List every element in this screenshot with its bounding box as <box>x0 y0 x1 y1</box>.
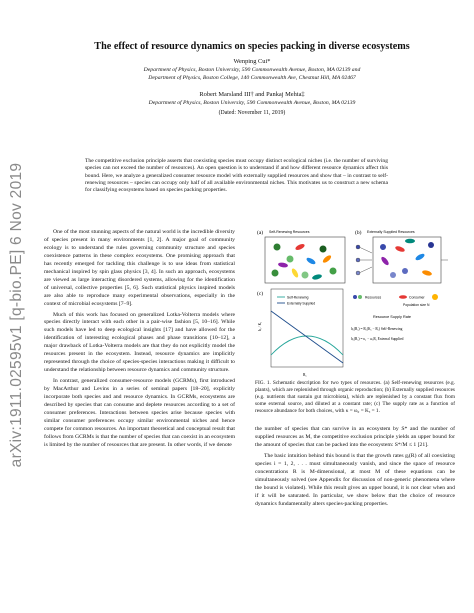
left-column <box>44 229 235 450</box>
eq-external-supplied: hₐ(Rₐ) = κₐ − ωₐRₐ External Supplied <box>351 337 404 341</box>
panel-b-label: (b) <box>355 230 362 236</box>
arxiv-sidebar-stamp: arXiv:1911.02595v1 [q-bio.PE] 6 Nov 2019 <box>8 162 25 468</box>
right-column <box>255 426 455 509</box>
affiliation-1b: Department of Physics, Boston College, 140 Commonwealth Ave, Chestnut Hill, MA 02467 <box>148 75 356 81</box>
panel-a-label: (a) <box>257 230 264 236</box>
panel-c-plot <box>258 289 343 377</box>
abstract: The competitive exclusion principle asserts that coexisting species must occupy distinct ecological niches (i.e. the number of surviving species can not exceed the number of resources). An open question is to understand if and how different resource dynamics affect this bound. Here, we analyze a generalized consumer resource model with externally supplied resources and show that – in contrast to self-renewing resources – species can occupy only half of all available environmental niches. This motivates us to construct a new schema for classifying ecosystems based on species packing properties. <box>85 158 388 194</box>
curve-self-renewing <box>271 336 343 355</box>
x-axis-label: Rₐ <box>303 373 307 377</box>
panel-c-label: (c) <box>257 291 264 297</box>
key-resources: Resources <box>365 295 382 300</box>
curve-externally-supplied <box>271 311 343 363</box>
panel-a-organisms <box>272 243 337 281</box>
key-consumer: Consumer <box>409 295 425 300</box>
eq-self-renewing: hₐ(Rₐ) = Rₐ(Kₐ − Rₐ) Self-Renewing <box>351 327 403 331</box>
supply-rate-title: Resource Supply Rate <box>373 315 411 319</box>
figure-1 <box>255 225 450 385</box>
y-axis-label: hₐ / Kₐ <box>258 321 262 331</box>
paragraph-4: the number of species that can survive in an ecosystem by S* and the number of supplied resources as M, the competitive exclusion principle yields an upper bound for the amount of species that can be packed into the ecosystem: S*/M ≤ 1 [21]. <box>255 426 455 448</box>
date-line: (Dated: November 11, 2019) <box>218 110 286 116</box>
key-population: Population size N <box>403 303 430 307</box>
affiliation-2: Department of Physics, Boston University, 590 Commonwealth Avenue, Boston, MA 02139 <box>148 100 356 106</box>
paragraph-3: In contrast, generalized consumer-resource models (GCRMs), first introduced by MacArthur and Levins in a series of seminal papers [18–20], explicitly incorporate both species and and resource dynamics. In GCRMs, ecosystems are described by species that can consume and deplete resources according to a set of consumer preferences. Interactions between species arise because species with similar consumer preferences occupy similar environmental niches and hence compete for common resources. An important theoretical and conceptual result that follows from GCRMs is that the number of species that can coexist in an ecosystem is limited by the number of resources that are present. In other words, if we denote <box>44 378 235 448</box>
authors-2: Robert Marsland III† and Pankaj Mehta‡ <box>199 91 305 98</box>
panel-b-organisms <box>380 239 434 278</box>
paragraph-5: The basic intuition behind this bound is that the growth rates gᵢ(R) of all coexisting species i = 1, 2, . . . must simultaneously vanish, and since the space of resource concentrations R is M-dimensional, at most M of these equations can be simultaneously solved (see Appendix for discussion of non-generic phenomena where the bound is violated). While this result gives an upper bound, it is not clear when and if it will be saturated. In particular, we show below that the choice of resource dynamics fundamentally alters species-packing properties. <box>255 452 455 507</box>
paragraph-2: Much of this work has focused on generalized Lotka-Volterra models where species directly interact with each other in a pair-wise fashion [5, 10–16]. While such models have led to deep ecological insights [17] and have allowed for the identification of interesting ecological phases and phase transitions [10–12], a major drawback of Lotka-Volterra models are that they do not explicitly model the resources present in the ecosystem. Instead, resource dynamics are implicitly represented through the choice of species-species interactions making it difficult to understand the relationship between resource dynamics and community structure. <box>44 311 235 374</box>
author-1: Wenping Cui* <box>233 58 271 65</box>
figure-caption: FIG. 1. Schematic description for two types of resources. (a) Self-renewing resources (e.g. plants), which are replenished through organic reproduction; (b) Externally supplied resources (e.g. nutrients that sustain gut microbiota), which are replenished by a constant flux from some external source, and diluted at a constant rate; (c) The supply rate as a function of resource abundance for both choices, with κ = ω₀ = Kₐ = 1. <box>255 380 455 414</box>
legend-externally-supplied: Externally Supplied <box>287 301 316 306</box>
panel-b-title: Externally Supplied Resources <box>367 230 415 234</box>
paragraph-1: One of the most stunning aspects of the natural world is the incredible diversity of species present in many environments [1, 2]. A major goal of community ecology is to understand the rules governing community structure and species coexistence patterns in these complex ecosystems. One promising approach that has recently emerged for tackling this challenge is to use ideas from statistical mechanical inspired by spin glass physics [3, 4]. In such an approach, ecosystems are viewed as large interacting disordered systems, allowing for the identification of universal, collective properties [5, 6]. Such statistical physics inspired models are also able to reproduce many experimental observations, especially in the context of microbial ecosystems [7–9]. <box>44 229 235 307</box>
panel-a-title: Self-Renewing Resources <box>269 230 310 234</box>
panel-key <box>351 294 438 341</box>
paper-title: The effect of resource dynamics on species packing in diverse ecosystems <box>94 41 410 52</box>
affiliation-1a: Department of Physics, Boston University, 590 Commonwealth Avenue, Boston, MA 02139 and <box>143 67 361 73</box>
legend-self-renewing: Self-Renewing <box>287 295 309 300</box>
